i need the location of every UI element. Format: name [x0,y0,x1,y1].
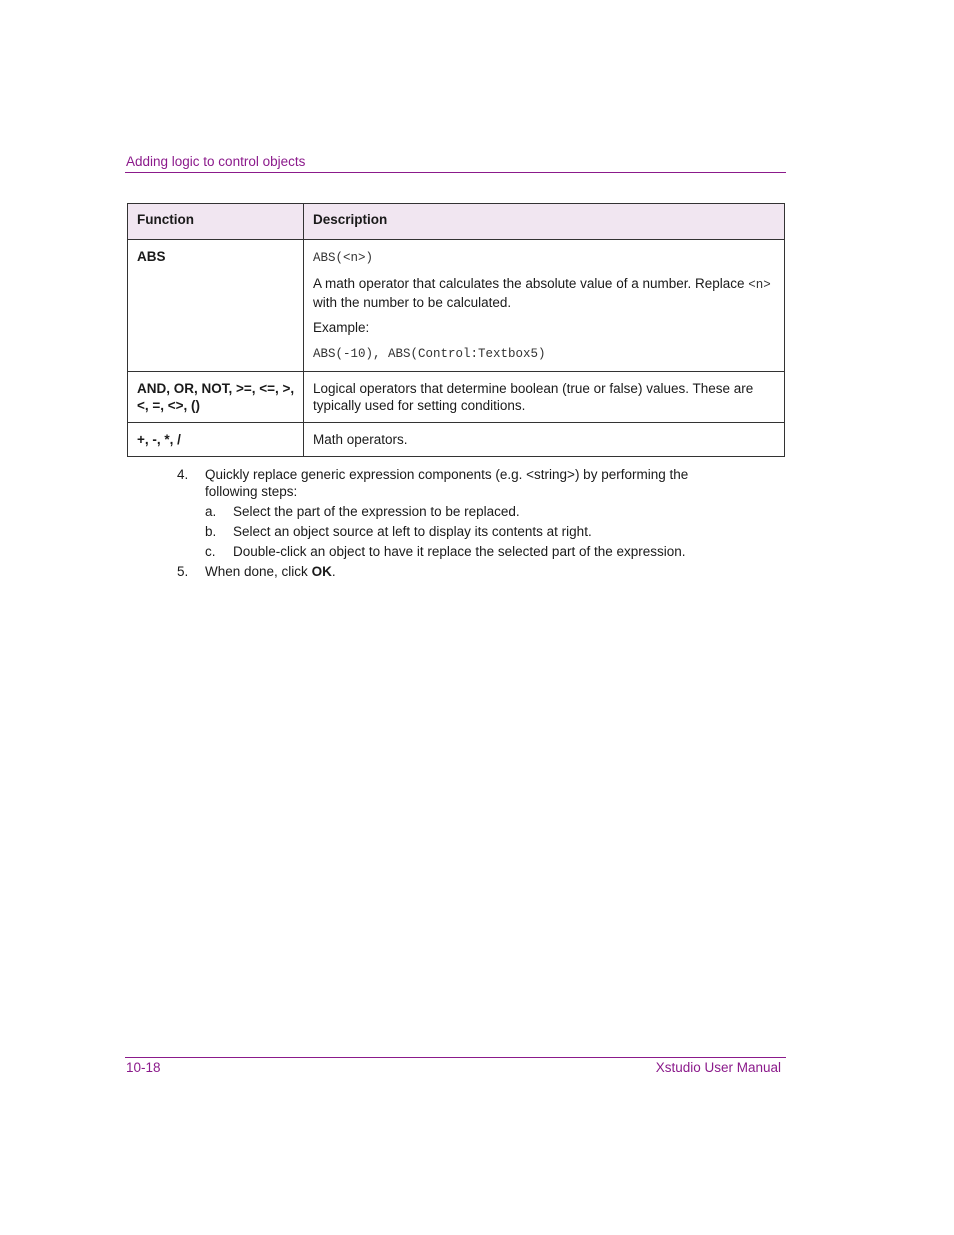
manual-title: Xstudio User Manual [655,1060,781,1075]
function-cell: AND, OR, NOT, >=, <=, >,<, =, <>, () [128,372,304,423]
substep-c [177,543,737,560]
description-cell: Math operators. [304,423,785,457]
table-header-row [128,204,785,240]
running-header-title: Adding logic to control objects [126,154,306,169]
step-number: 4. [177,467,189,482]
example-code: ABS(-10), ABS(Control:Textbox5) [313,347,546,361]
header-divider [125,172,786,173]
syntax-code: ABS(<n>) [313,251,374,265]
substep-letter: b. [205,524,217,539]
column-header-description: Description [304,204,785,240]
inline-code: <n> [748,278,771,292]
function-table [127,203,785,457]
example-label: Example: [313,320,370,335]
procedure-steps [177,466,737,583]
substep-a [177,503,737,520]
table-row [128,423,785,457]
substep-text: Double-click an object to have it replace the selected part of the expression. [233,544,686,559]
substep-text: Select the part of the expression to be replaced. [233,504,520,519]
description-cell [304,240,785,372]
substep-text: Select an object source at left to display its contents at right. [233,524,592,539]
step-text: When done, click OK. [205,564,336,579]
column-header-function: Function [128,204,304,240]
substep-b [177,523,737,540]
step-5 [177,563,737,580]
function-cell: +, -, *, / [128,423,304,457]
step-number: 5. [177,564,189,579]
page-number: 10-18 [126,1060,161,1075]
step-4 [177,466,737,500]
ok-emphasis: OK [311,564,332,579]
step-text: Quickly replace generic expression components (e.g. <string>) by performing the following steps: [205,467,689,499]
substep-letter: c. [205,544,216,559]
function-cell: ABS [128,240,304,372]
description-text: A math operator that calculates the absolute value of a number. Replace <n> with the number to be calculated. [313,276,771,310]
table-row [128,372,785,423]
substep-letter: a. [205,504,217,519]
footer-divider [125,1057,786,1058]
description-cell: Logical operators that determine boolean (true or false) values. These are typically used for setting conditions. [304,372,785,423]
table-row [128,240,785,372]
